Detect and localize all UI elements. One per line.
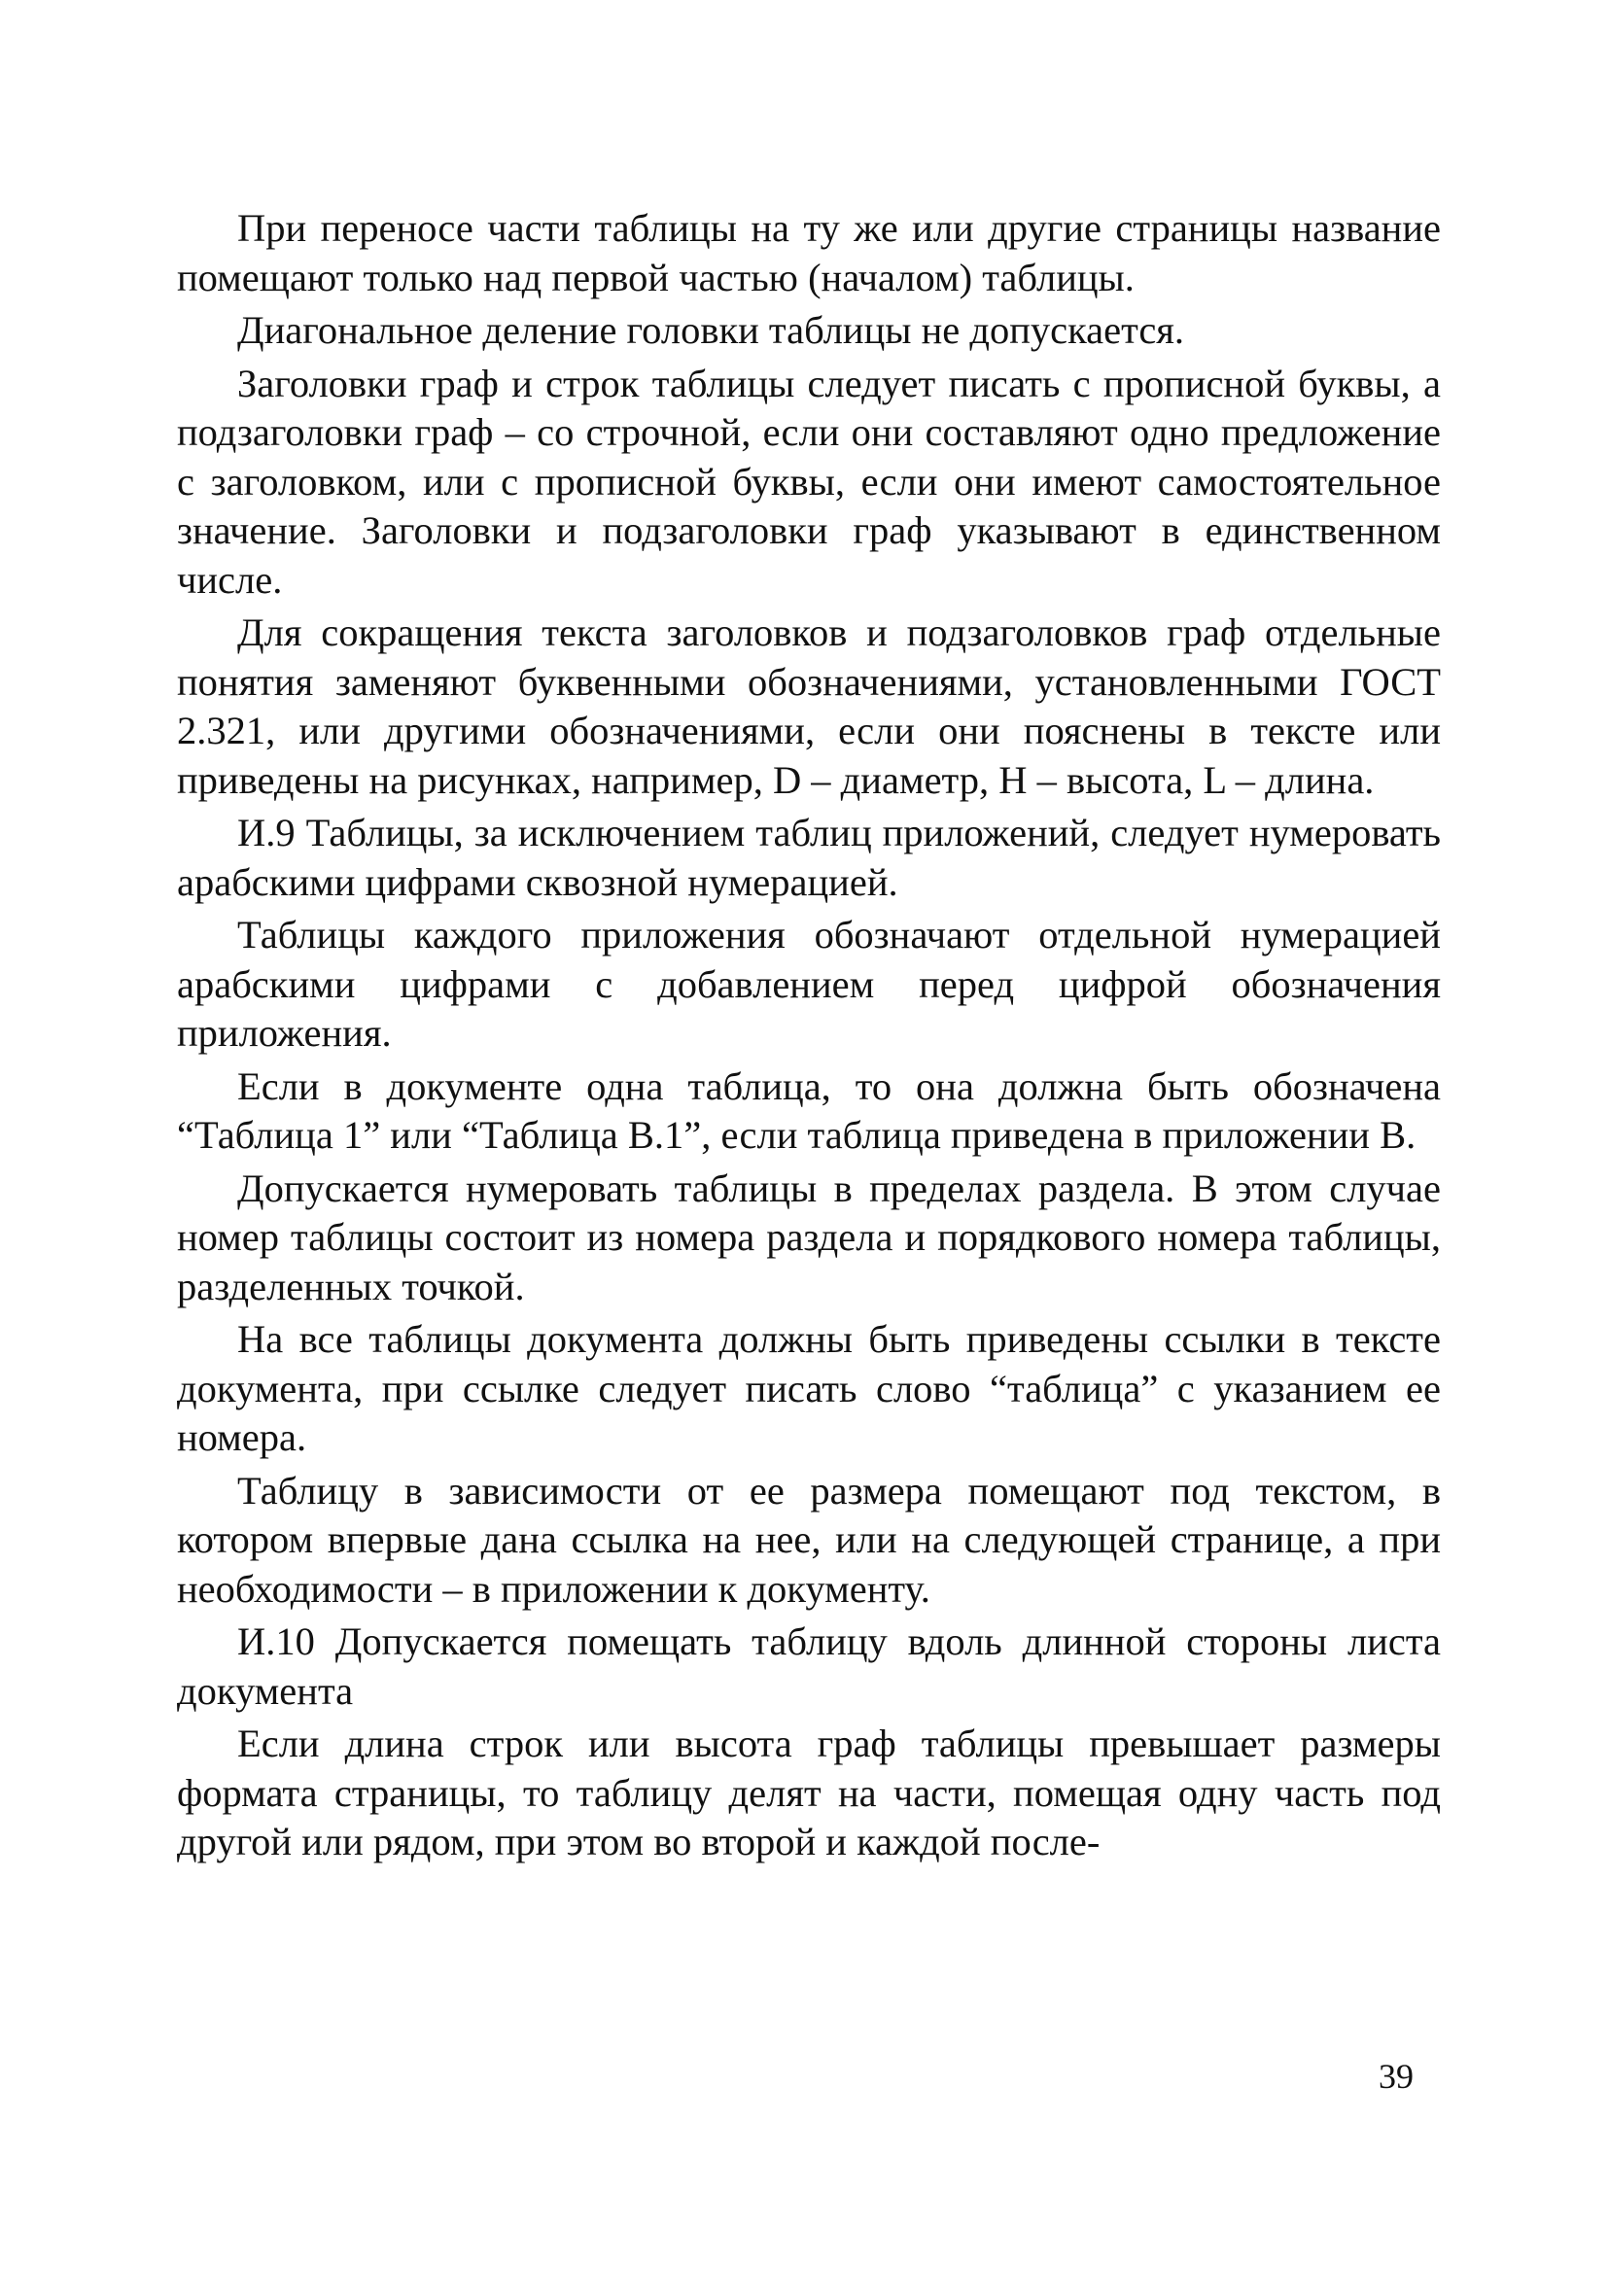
paragraph-table-splitting: Если длина строк или высота граф таблицы превышает размеры формата страницы, то таблицу делят на части, помещая одну часть под другой или рядом, при этом во второй и каждой после- (177, 1722, 1441, 1863)
paragraph-section-numbering: Допускается нумеровать таблицы в пределах раздела. В этом случае номер таблицы состоит из номера раздела и порядкового номера таблицы, разделенных точкой. (177, 1165, 1441, 1308)
body-text (177, 204, 1441, 1867)
paragraph-table-continuation-title: При переносе части таблицы на ту же или другие страницы название помещают только над первой частью (началом) таблицы. (177, 206, 1441, 299)
paragraph-table-references: На все таблицы документа должны быть приведены ссылки в тексте документа, при ссылке следует писать слово “таблица” с указанием ее номера. (177, 1317, 1441, 1459)
paragraph-table-placement: Таблицу в зависимости от ее размера помещают под текстом, в котором впервые дана ссылка на нее, или на следующей странице, а при необходимости – в приложении к документу. (177, 1468, 1441, 1611)
paragraph-appendix-numbering: Таблицы каждого приложения обозначают отдельной нумерацией арабскими цифрами с добавлением перед цифрой обозначения приложения. (177, 913, 1441, 1055)
paragraph-heading-abbreviations: Для сокращения текста заголовков и подзаголовков граф отдельные понятия заменяют буквенными обозначениями, установленными ГОСТ 2.321, или другими обозначениями, если они пояснены в тексте или приведены на рисунках, например, D – диаметр, H – высота, L – длина. (177, 610, 1441, 802)
page-number: 39 (1379, 2057, 1414, 2096)
paragraph-diagonal-division: Диагональное деление головки таблицы не допускается. (237, 308, 1185, 352)
paragraph-section-i10: И.10 Допускается помещать таблицу вдоль длинной стороны листа документа (177, 1619, 1441, 1713)
paragraph-column-headings: Заголовки граф и строк таблицы следует писать с прописной буквы, а подзаголовки граф – со строчной, если они составляют одно предложение с заголовком, или с прописной буквы, если они имеют самостоятельное значение. Заголовки и подзаголовки граф указывают в единственном числе. (177, 361, 1441, 602)
paragraph-section-i9: И.9 Таблицы, за исключением таблиц приложений, следует нумеровать арабскими цифрами сквозной нумерацией. (177, 811, 1441, 904)
paragraph-single-table: Если в документе одна таблица, то она должна быть обозначена “Таблица 1” или “Таблица В.1”, если таблица приведена в приложении В. (177, 1063, 1441, 1157)
